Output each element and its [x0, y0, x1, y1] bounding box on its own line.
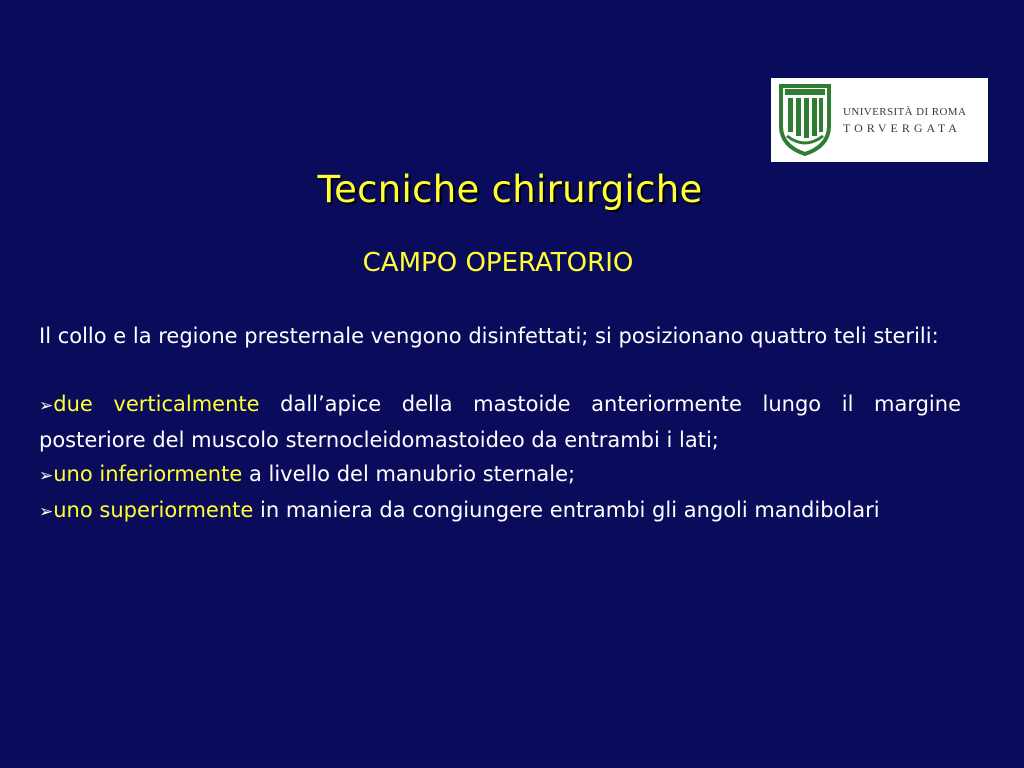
arrow-bullet-icon: ➢: [39, 466, 54, 486]
bullet-text: a livello del manubrio sternale;: [242, 462, 576, 486]
logo-university-place: TORVERGATA: [843, 121, 961, 135]
bullet-highlight: due verticalmente: [53, 392, 260, 416]
arrow-bullet-icon: ➢: [39, 396, 54, 416]
slide-subtitle: CAMPO OPERATORIO: [362, 248, 634, 278]
bullet-item: [39, 457, 961, 493]
slide-title: Tecniche chirurgiche: [317, 168, 703, 211]
university-emblem-icon: [775, 84, 835, 156]
arrow-bullet-icon: ➢: [39, 502, 54, 522]
paragraph-gap: [39, 353, 961, 387]
university-logo: [771, 78, 988, 162]
intro-paragraph: Il collo e la regione presternale vengono disinfettati; si posizionano quattro teli sterili:: [39, 324, 939, 348]
bullet-highlight: uno superiormente: [53, 498, 254, 522]
bullet-text: dall’apice della mastoide anteriormente lungo il margine posteriore del muscolo sternocleidomastoideo da entrambi i lati;: [39, 392, 961, 452]
bullet-highlight: uno inferiormente: [53, 462, 243, 486]
bullet-item: [39, 387, 961, 457]
bullet-text: in maniera da congiungere entrambi gli angoli mandibolari: [253, 498, 880, 522]
bullet-item: [39, 493, 961, 529]
logo-university-name: UNIVERSITÀ DI ROMA: [843, 106, 967, 118]
slide-body: [39, 319, 961, 529]
